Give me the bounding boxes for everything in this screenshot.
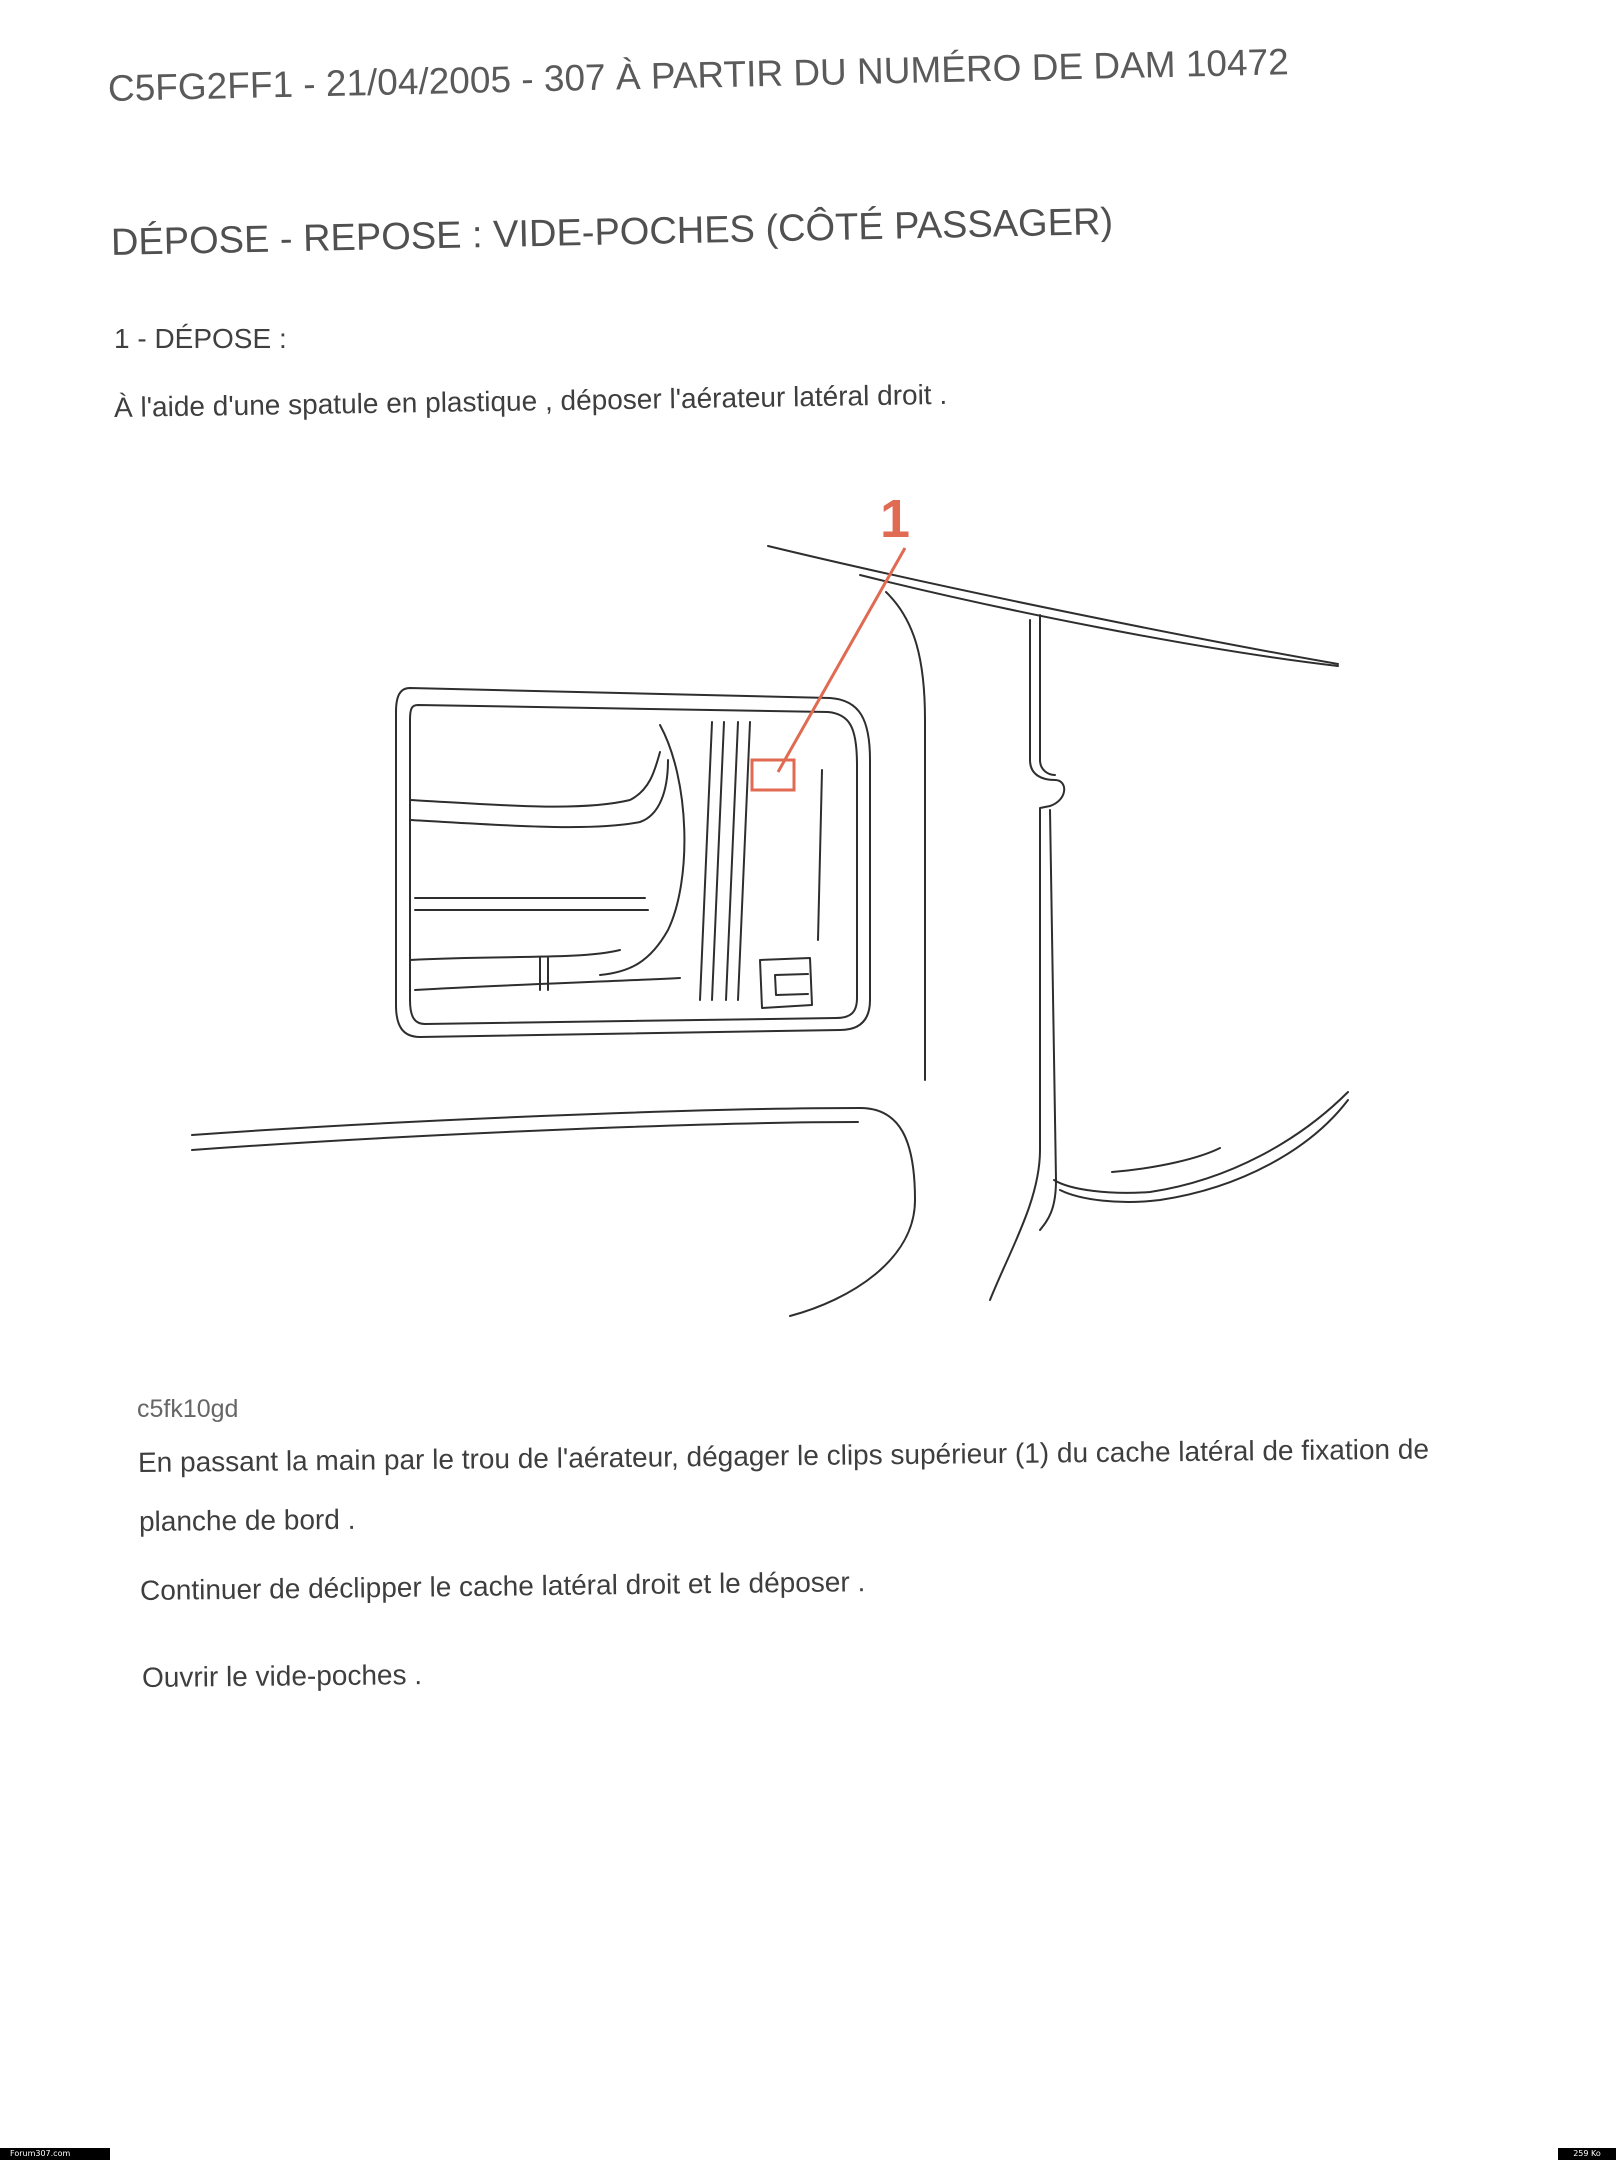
footer-size-label: 259 Ko bbox=[1558, 2148, 1616, 2160]
vent-pillar-3 bbox=[726, 722, 738, 1000]
instruction-paragraph-1: À l'aide d'une spatule en plastique , déposer l'aérateur latéral droit . bbox=[113, 378, 948, 423]
document-header: C5FG2FF1 - 21/04/2005 - 307 À PARTIR DU NUMÉRO DE DAM 10472 bbox=[107, 41, 1290, 109]
instruction-paragraph-2-line-2: planche de bord . bbox=[138, 1503, 356, 1537]
instruction-paragraph-2-line-1: En passant la main par le trou de l'aérateur, dégager le clips supérieur (1) du cache latéral de fixation de bbox=[137, 1433, 1430, 1478]
callout-leader-line bbox=[778, 548, 905, 772]
vent-pillar-1 bbox=[700, 722, 712, 1000]
side-panel-line-3 bbox=[1040, 810, 1056, 1230]
instruction-paragraph-3: Continuer de déclipper le cache latéral droit et le déposer . bbox=[139, 1566, 866, 1606]
vent-inner-curve bbox=[600, 725, 684, 975]
vent-slat-1 bbox=[410, 752, 660, 807]
side-panel-line-2 bbox=[1040, 615, 1055, 775]
glovebox-lower-edge-2 bbox=[1060, 1100, 1348, 1202]
vent-pillar-4 bbox=[738, 722, 750, 1000]
dashboard-lower-edge-2 bbox=[192, 1122, 858, 1150]
footer-source-label: Forum307.com bbox=[0, 2148, 110, 2160]
vent-slat-5 bbox=[410, 950, 620, 960]
figure-callout-label: 1 bbox=[880, 489, 911, 549]
callout-highlight-box bbox=[752, 760, 794, 790]
vent-pillar-2 bbox=[712, 722, 724, 1000]
dashboard-top-edge bbox=[768, 546, 1338, 664]
dashboard-top-edge-inner bbox=[860, 575, 1338, 666]
vent-right-edge bbox=[818, 770, 822, 940]
vent-small-ticks bbox=[540, 958, 548, 990]
section-heading: 1 - DÉPOSE : bbox=[114, 323, 287, 354]
side-trim-curve-outer bbox=[886, 592, 925, 1080]
vent-slat-2 bbox=[410, 760, 668, 827]
figure-caption: c5fk10gd bbox=[137, 1395, 239, 1423]
vent-frame-outer bbox=[396, 688, 870, 1037]
glovebox-inner-edge bbox=[1112, 1148, 1220, 1172]
vent-clip-block bbox=[760, 958, 812, 1008]
dashboard-lower-edge bbox=[192, 1108, 915, 1316]
instruction-paragraph-4: Ouvrir le vide-poches . bbox=[141, 1659, 423, 1693]
document-title: DÉPOSE - REPOSE : VIDE-POCHES (CÔTÉ PASSAGER) bbox=[110, 201, 1114, 264]
